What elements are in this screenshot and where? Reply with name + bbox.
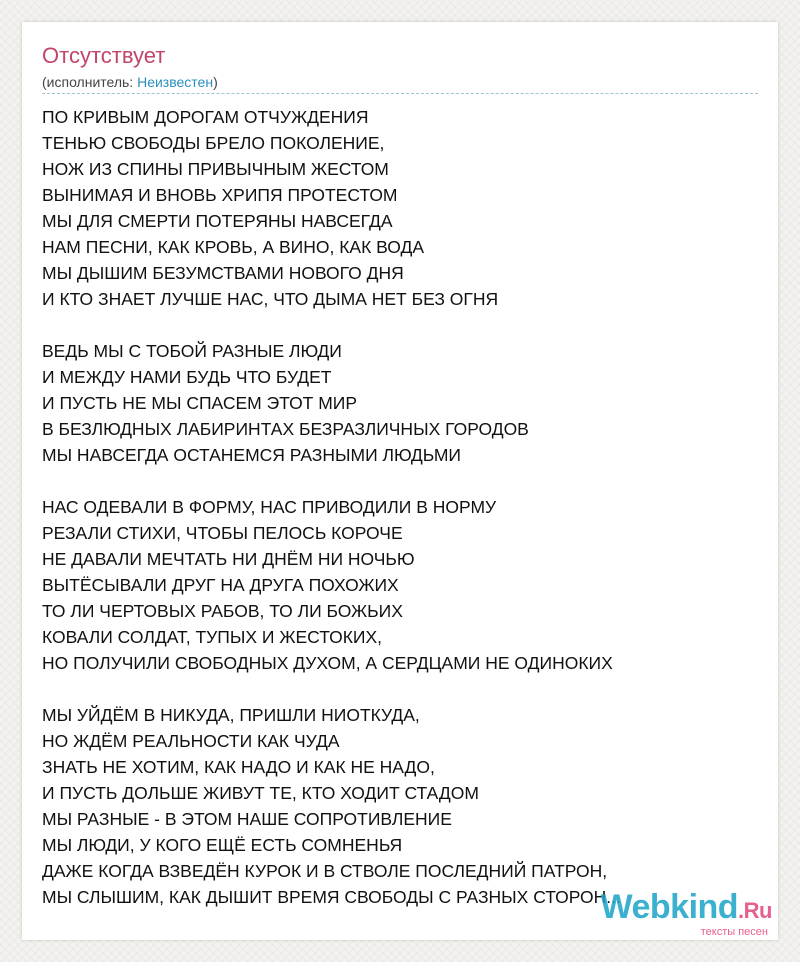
lyric-line: МЫ ДЛЯ СМЕРТИ ПОТЕРЯНЫ НАВСЕГДА	[42, 211, 393, 231]
lyric-line: МЫ ДЫШИМ БЕЗУМСТВАМИ НОВОГО ДНЯ	[42, 263, 404, 283]
site-watermark	[601, 890, 773, 938]
lyric-line: КОВАЛИ СОЛДАТ, ТУПЫХ И ЖЕСТОКИХ,	[42, 627, 383, 647]
lyrics-card	[22, 22, 778, 940]
song-title: Отсутствует	[42, 43, 166, 68]
logo-brand-tld: .Ru	[738, 898, 772, 923]
lyric-line: В БЕЗЛЮДНЫХ ЛАБИРИНТАХ БЕЗРАЗЛИЧНЫХ ГОРОДОВ	[42, 419, 529, 439]
lyric-line: МЫ СЛЫШИМ, КАК ДЫШИТ ВРЕМЯ СВОБОДЫ С РАЗНЫХ СТОРОН...	[42, 887, 621, 907]
lyric-line: ДАЖЕ КОГДА ВЗВЕДЁН КУРОК И В СТВОЛЕ ПОСЛЕДНИЙ ПАТРОН,	[42, 861, 608, 881]
stanza-gap	[42, 468, 762, 494]
lyric-line: И ПУСТЬ НЕ МЫ СПАСЕМ ЭТОТ МИР	[42, 393, 358, 413]
lyric-line: ЗНАТЬ НЕ ХОТИМ, КАК НАДО И КАК НЕ НАДО,	[42, 757, 435, 777]
logo-tagline: тексты песен	[700, 926, 768, 938]
lyric-line: ВЕДЬ МЫ С ТОБОЙ РАЗНЫЕ ЛЮДИ	[42, 341, 342, 361]
lyric-line: МЫ РАЗНЫЕ - В ЭТОМ НАШЕ СОПРОТИВЛЕНИЕ	[42, 809, 452, 829]
meta-prefix: (исполнитель:	[42, 74, 138, 90]
webkind-logo	[601, 890, 773, 928]
lyric-line: И МЕЖДУ НАМИ БУДЬ ЧТО БУДЕТ	[42, 367, 332, 387]
lyric-line: ТЕНЬЮ СВОБОДЫ БРЕЛО ПОКОЛЕНИЕ,	[42, 133, 385, 153]
lyric-line: НО ЖДЁМ РЕАЛЬНОСТИ КАК ЧУДА	[42, 731, 340, 751]
artist-link[interactable]: Неизвестен	[137, 74, 214, 90]
song-meta	[42, 73, 218, 91]
lyric-line: И ПУСТЬ ДОЛЬШЕ ЖИВУТ ТЕ, КТО ХОДИТ СТАДОМ	[42, 783, 479, 803]
lyric-line: ВЫНИМАЯ И ВНОВЬ ХРИПЯ ПРОТЕСТОМ	[42, 185, 398, 205]
lyric-line: ВЫТЁСЫВАЛИ ДРУГ НА ДРУГА ПОХОЖИХ	[42, 575, 399, 595]
lyric-line: МЫ ЛЮДИ, У КОГО ЕЩЁ ЕСТЬ СОМНЕНЬЯ	[42, 835, 403, 855]
lyric-line: ТО ЛИ ЧЕРТОВЫХ РАБОВ, ТО ЛИ БОЖЬИХ	[42, 601, 403, 621]
lyric-line: МЫ НАВСЕГДА ОСТАНЕМСЯ РАЗНЫМИ ЛЮДЬМИ	[42, 445, 462, 465]
lyric-line: НЕ ДАВАЛИ МЕЧТАТЬ НИ ДНЁМ НИ НОЧЬЮ	[42, 549, 415, 569]
stanza-gap	[42, 312, 762, 338]
lyric-line: НАМ ПЕСНИ, КАК КРОВЬ, А ВИНО, КАК ВОДА	[42, 237, 425, 257]
lyric-line: НО ПОЛУЧИЛИ СВОБОДНЫХ ДУХОМ, А СЕРДЦАМИ НЕ ОДИНОКИХ	[42, 653, 613, 673]
dashed-divider	[42, 93, 758, 94]
meta-suffix: )	[213, 74, 218, 90]
lyric-line: И КТО ЗНАЕТ ЛУЧШЕ НАС, ЧТО ДЫМА НЕТ БЕЗ ОГНЯ	[42, 289, 499, 309]
lyric-line: НАС ОДЕВАЛИ В ФОРМУ, НАС ПРИВОДИЛИ В НОРМУ	[42, 497, 497, 517]
logo-brand-main: Webkind	[600, 888, 739, 926]
lyric-line: НОЖ ИЗ СПИНЫ ПРИВЫЧНЫМ ЖЕСТОМ	[42, 159, 389, 179]
lyric-line: МЫ УЙДЁМ В НИКУДА, ПРИШЛИ НИОТКУДА,	[42, 705, 420, 725]
lyric-line: ПО КРИВЫМ ДОРОГАМ ОТЧУЖДЕНИЯ	[42, 107, 369, 127]
stanza-gap	[42, 676, 762, 702]
lyric-line: РЕЗАЛИ СТИХИ, ЧТОБЫ ПЕЛОСЬ КОРОЧЕ	[42, 523, 403, 543]
lyrics-text	[42, 104, 762, 910]
